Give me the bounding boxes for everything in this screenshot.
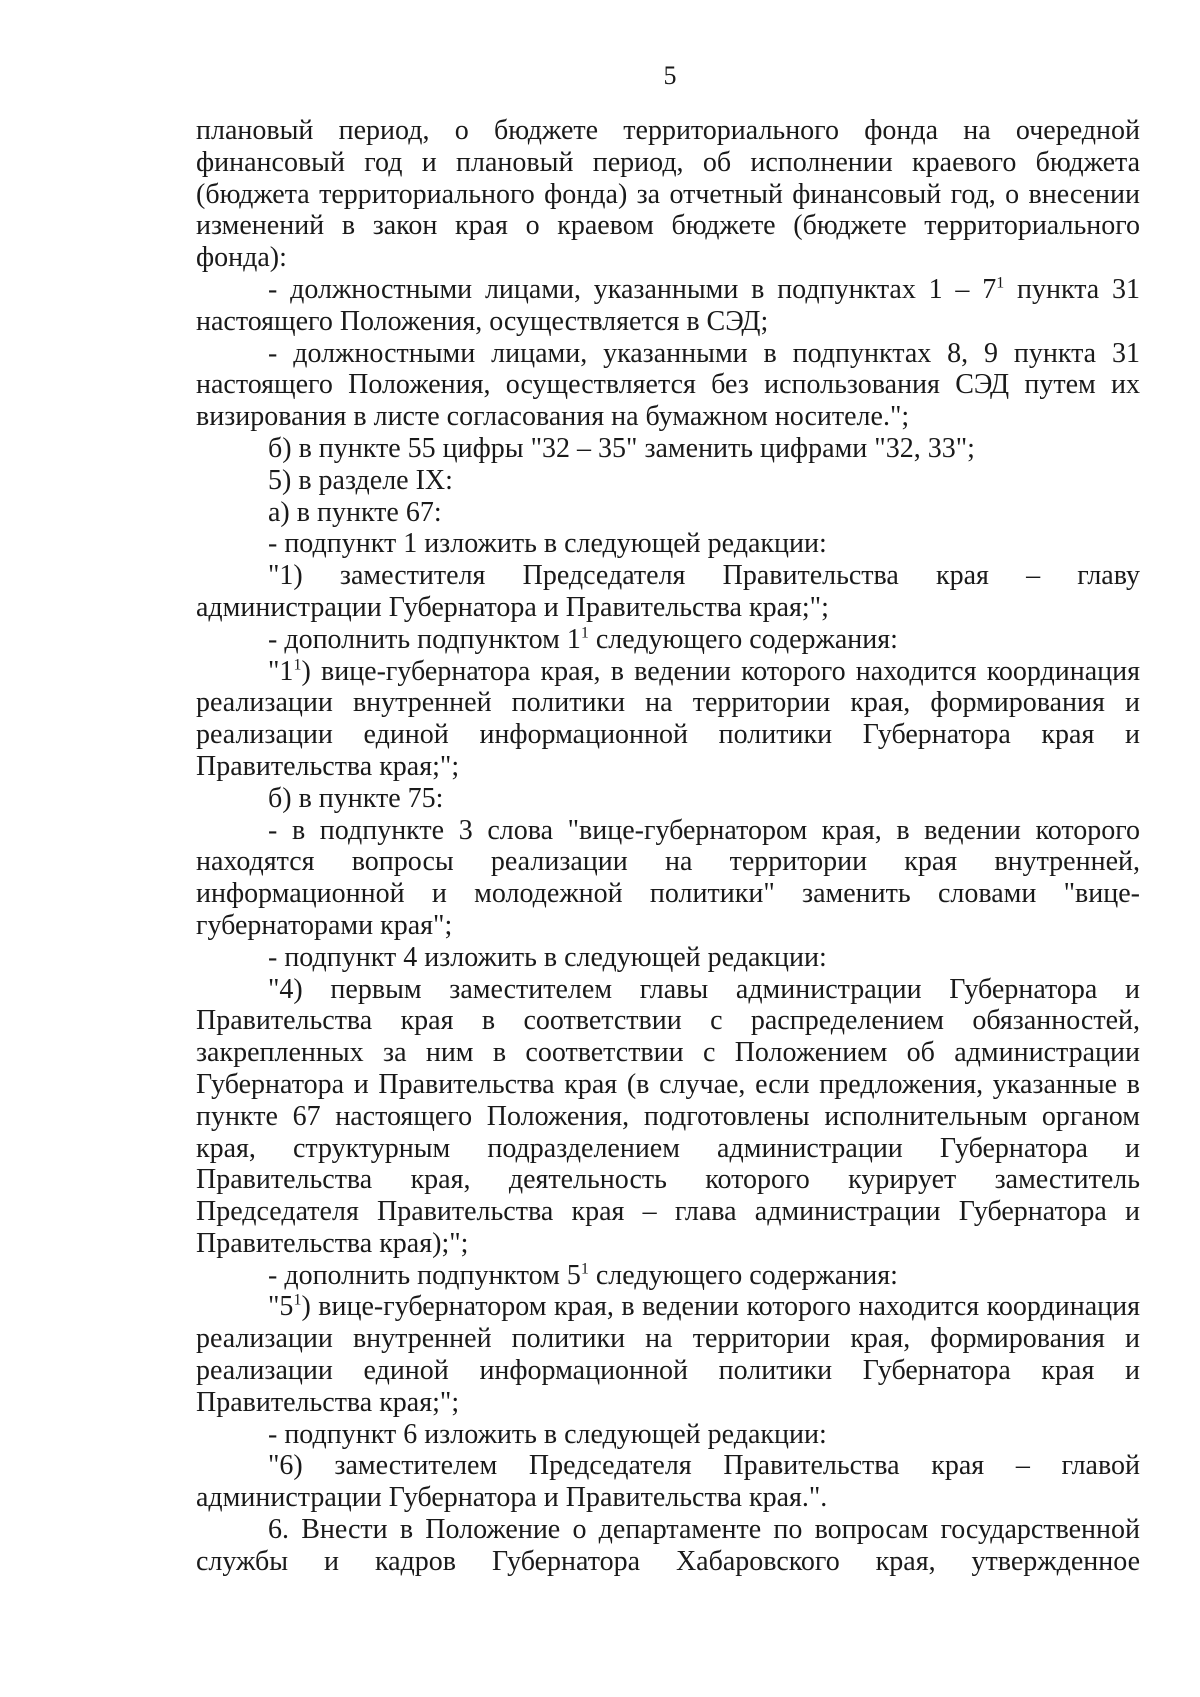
paragraph: - дополнить подпунктом $1^1$ следующего содержания:: [268, 623, 898, 655]
paragraph: - должностными лицами, указанными в подпунктах $1 - 7^1$ пункта 31 настоящего Положения, осуществляется в СЭД;: [196, 273, 1140, 337]
superscript-one: 1: [293, 656, 302, 674]
superscript-one: 1: [996, 274, 1005, 292]
paragraph: - должностными лицами, указанными в подпунктах 8, 9 пункта 31 настоящего Положения, осуществляется без использования СЭД путем их визирования в листе согласования на бумажном носителе.";: [196, 337, 1140, 433]
paragraph: - в подпункте 3 слова "вице-губернатором края, в ведении которого находятся вопросы реализации на территории края внутренней, информационной и молодежной политики" заменить словами "вице-губернаторами края";: [196, 814, 1140, 941]
paragraph: "4) первым заместителем главы администрации Губернатора и Правительства края в соответствии с распределением обязанностей, закрепленных за ним в соответствии с Положением об администрации Губернатора и Правительства края (в случае, если предложения, указанные в пункте 67 настоящего Положения, подготовлены исполнительным органом края, структурным подразделением администрации Губернатора и Правительства края, деятельность которого курирует заместитель Председателя Правительства края – глава администрации Губернатора и Правительства края);";: [196, 973, 1140, 1259]
paragraph: - подпункт 6 изложить в следующей редакции:: [268, 1418, 827, 1450]
paragraph: б) в пункте 75:: [268, 782, 444, 814]
page-number: 5: [663, 61, 677, 90]
paragraph: "$1^1$) вице-губернатора края, в ведении которого находится координация реализации внутренней политики на территории края, формирования и реализации единой информационной политики Губернатора края и Правительства края;";: [196, 655, 1140, 782]
paragraph: "1) заместителя Председателя Правительства края – главу администрации Губернатора и Правительства края;";: [196, 560, 1140, 623]
paragraph: а) в пункте 67:: [268, 496, 442, 528]
paragraph: "6) заместителем Председателя Правительства края – главой администрации Губернатора и Правительства края.".: [196, 1450, 1140, 1514]
superscript-one: 1: [580, 624, 589, 642]
paragraph: 6. Внести в Положение о департаменте по вопросам государственной службы и кадров Губернатора Хабаровского края, утвержденное: [196, 1514, 1140, 1577]
paragraph: б) в пункте 55 цифры "32 – 35" заменить цифрами "32, 33";: [268, 432, 975, 464]
superscript-one: 1: [580, 1260, 589, 1278]
document-body: [196, 115, 1140, 1578]
paragraph: "$5^1$) вице-губернатором края, в ведении которого находится координация реализации внутренней политики на территории края, формирования и реализации единой информационной политики Губернатора края и Правительства края;";: [196, 1291, 1140, 1418]
paragraph: - дополнить подпунктом $5^1$ следующего содержания:: [268, 1259, 898, 1291]
paragraph: 5) в разделе IX:: [268, 464, 453, 496]
paragraph: - подпункт 4 изложить в следующей редакции:: [268, 941, 827, 973]
superscript-one: 1: [293, 1292, 302, 1310]
paragraph: плановый период, о бюджете территориального фонда на очередной финансовый год и плановый период, об исполнении краевого бюджета (бюджета территориального фонда) за отчетный финансовый год, о внесении изменений в закон края о краевом бюджете (бюджете территориального фонда):: [196, 115, 1140, 274]
paragraph: - подпункт 1 изложить в следующей редакции:: [268, 528, 827, 560]
